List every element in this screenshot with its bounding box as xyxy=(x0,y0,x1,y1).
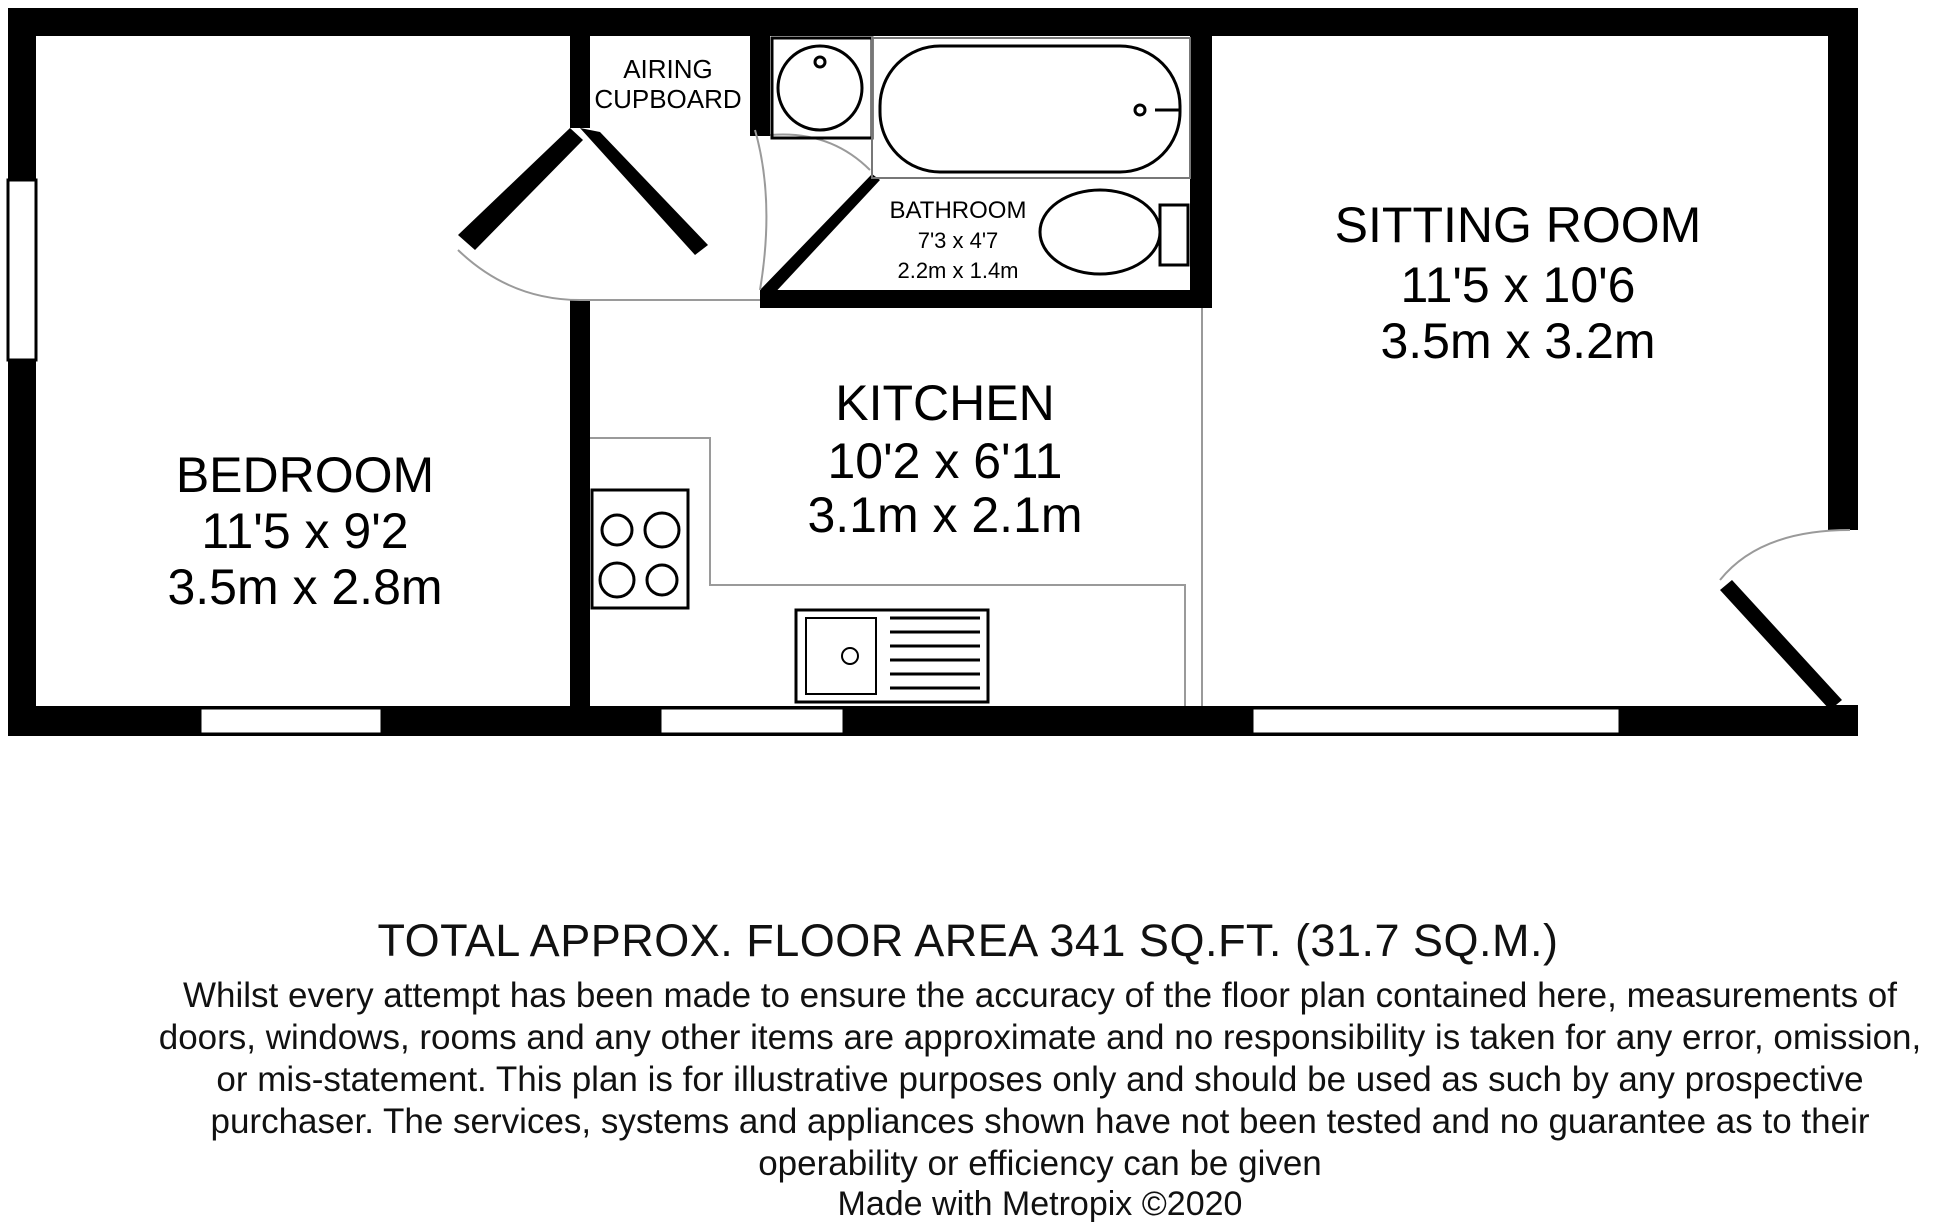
kitchen-name: KITCHEN xyxy=(835,375,1055,431)
window-sitting-bottom xyxy=(1252,708,1620,734)
bath-drain xyxy=(1135,105,1145,115)
wall-right-lower xyxy=(1835,705,1858,736)
kitchen-label xyxy=(807,375,1082,543)
window-bedroom-bottom xyxy=(200,708,382,734)
bathroom-name: BATHROOM xyxy=(889,197,1027,224)
door-swing-entrance xyxy=(1720,530,1850,580)
bedroom-name: BEDROOM xyxy=(175,447,435,503)
sitting-room-name: SITTING ROOM xyxy=(1334,197,1702,253)
bathroom-label xyxy=(890,197,1027,283)
hob-ring xyxy=(647,565,677,595)
sink-drain xyxy=(842,648,858,664)
bathroom-metric: 2.2m x 1.4m xyxy=(897,258,1019,283)
hob-ring xyxy=(645,513,679,547)
window-bedroom-left xyxy=(8,180,36,360)
bedroom-imperial: 11'5 x 9'2 xyxy=(201,503,409,559)
airing-cupboard-line2: CUPBOARD xyxy=(594,84,742,114)
outer-walls xyxy=(8,8,1858,736)
window-kitchen-bottom xyxy=(660,708,844,734)
disclaimer-text: Whilst every attempt has been made to ensure the accuracy of the floor plan contained here, measurements of doors, windows, rooms and any other items are approximate and no responsibility is taken for any error, omission, or mis-statement. This plan is for illustrative purposes only and should be used as such by any prospective purchaser. The services, systems and appliances shown have not been tested and no guarantee as to their operability or efficiency can be given xyxy=(158,976,1922,1183)
basin-bowl xyxy=(778,46,862,130)
wall-top xyxy=(8,8,1858,36)
wall-left xyxy=(8,8,36,736)
toilet-bowl xyxy=(1040,190,1160,274)
bedroom-label xyxy=(167,447,442,615)
wall-bath-diagonal xyxy=(760,174,880,298)
credit-text: Made with Metropix ©2020 xyxy=(837,1185,1243,1223)
sitting-room-imperial: 11'5 x 10'6 xyxy=(1400,257,1636,313)
wall-cupboard-bath xyxy=(750,28,770,136)
sitting-room-label xyxy=(1335,197,1702,369)
airing-cupboard-line1: AIRING xyxy=(623,54,713,84)
basin xyxy=(772,38,872,138)
door-swing-cupboard xyxy=(755,130,766,290)
airing-cupboard-label xyxy=(594,54,741,114)
kitchen-metric: 3.1m x 2.1m xyxy=(807,487,1083,543)
sitting-room-metric: 3.5m x 3.2m xyxy=(1380,313,1656,369)
wall-bath-bottom xyxy=(760,290,1212,308)
total-floor-area: TOTAL APPROX. FLOOR AREA 341 SQ.FT. (31.7 SQ.M.) xyxy=(377,915,1559,966)
door-leaf-entrance xyxy=(1720,580,1842,710)
kitchen-imperial: 10'2 x 6'11 xyxy=(827,433,1063,489)
wall-right-upper xyxy=(1828,8,1858,530)
wall-bedroom-kitchen xyxy=(570,300,590,710)
wall-bath-sitting xyxy=(1190,28,1212,308)
basin-tap xyxy=(815,57,825,67)
hob-ring xyxy=(602,515,632,545)
door-swing-bedroom xyxy=(458,250,580,300)
door-leaf-left xyxy=(458,128,583,250)
bath-frame xyxy=(872,38,1190,178)
bedroom-metric: 3.5m x 2.8m xyxy=(167,559,443,615)
bathroom-imperial: 7'3 x 4'7 xyxy=(917,228,999,253)
door-leaf-right xyxy=(580,128,708,255)
door-swing-bathroom xyxy=(770,134,870,170)
wall-cupboard-left-upper xyxy=(570,28,590,128)
hob-ring xyxy=(600,563,634,597)
toilet-cistern xyxy=(1160,205,1188,265)
